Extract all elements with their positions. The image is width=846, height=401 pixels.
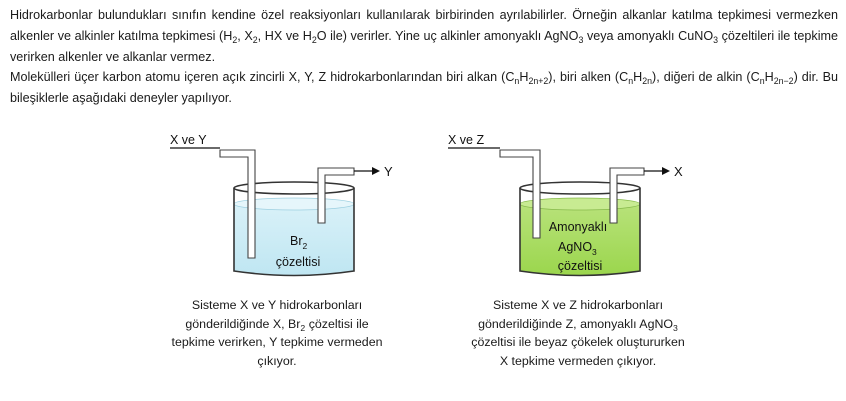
- solution-line-1: Amonyaklı: [548, 220, 608, 234]
- intro-paragraph-2: Molekülleri üçer karbon atomu içeren açık zincirli X, Y, Z hidrokarbonlarından biri alkan $(C_nH_{2n+2})$, biri alken $(C_nH_{2n})$, diğeri de alkin $(C_nH_{2n-2})$ dir. Bu bileşiklerle aşağıdaki deneyler yapılıyor.: [10, 70, 838, 105]
- solution-formula: AgNO$_3$: [558, 240, 597, 257]
- solution-word: çözeltisi: [557, 259, 603, 273]
- solution-word: çözeltisi: [275, 255, 321, 269]
- intro-paragraph-1: Hidrokarbonlar bulundukları sınıfın kendine özel reaksiyonları kullanılarak birbirinden ayrılabilirler. Örneğin alkanlar katılma tepkimesi vermezken alkenler ve alkinler katılma tepkimesi ($H_2$, $X_2$, HX ve $H_2O$ ile) verirler. Yine uç alkinler amonyaklı AgNO$_3$ veya amonyaklı CuNO$_3$ çözeltileri ile tepkime verirken alkenler ve alkanlar vermez.: [10, 8, 838, 64]
- outlet-label: X: [674, 164, 683, 179]
- experiment-1-apparatus: [150, 128, 410, 293]
- solution-formula: $Br_2$: [290, 234, 308, 251]
- experiment-1-caption: Sisteme X ve Y hidrokarbonları gönderildiğinde X, $Br_2$ çözeltisi ile tepkime verirken, Y tepkime vermeden çıkıyor.: [171, 298, 383, 368]
- experiment-2-caption: Sisteme X ve Z hidrokarbonları gönderildiğinde Z, amonyaklı AgNO$_3$ çözeltisi ile beyaz çökelek oluştururken X tepkime vermeden çıkıyor.: [471, 298, 685, 368]
- inlet-label: X ve Y: [170, 133, 207, 147]
- inlet-label: X ve Z: [448, 133, 485, 147]
- outlet-label: Y: [384, 164, 393, 179]
- experiment-2-apparatus: [430, 128, 710, 293]
- outlet-arrow-icon: [372, 167, 380, 175]
- outlet-arrow-icon: [662, 167, 670, 175]
